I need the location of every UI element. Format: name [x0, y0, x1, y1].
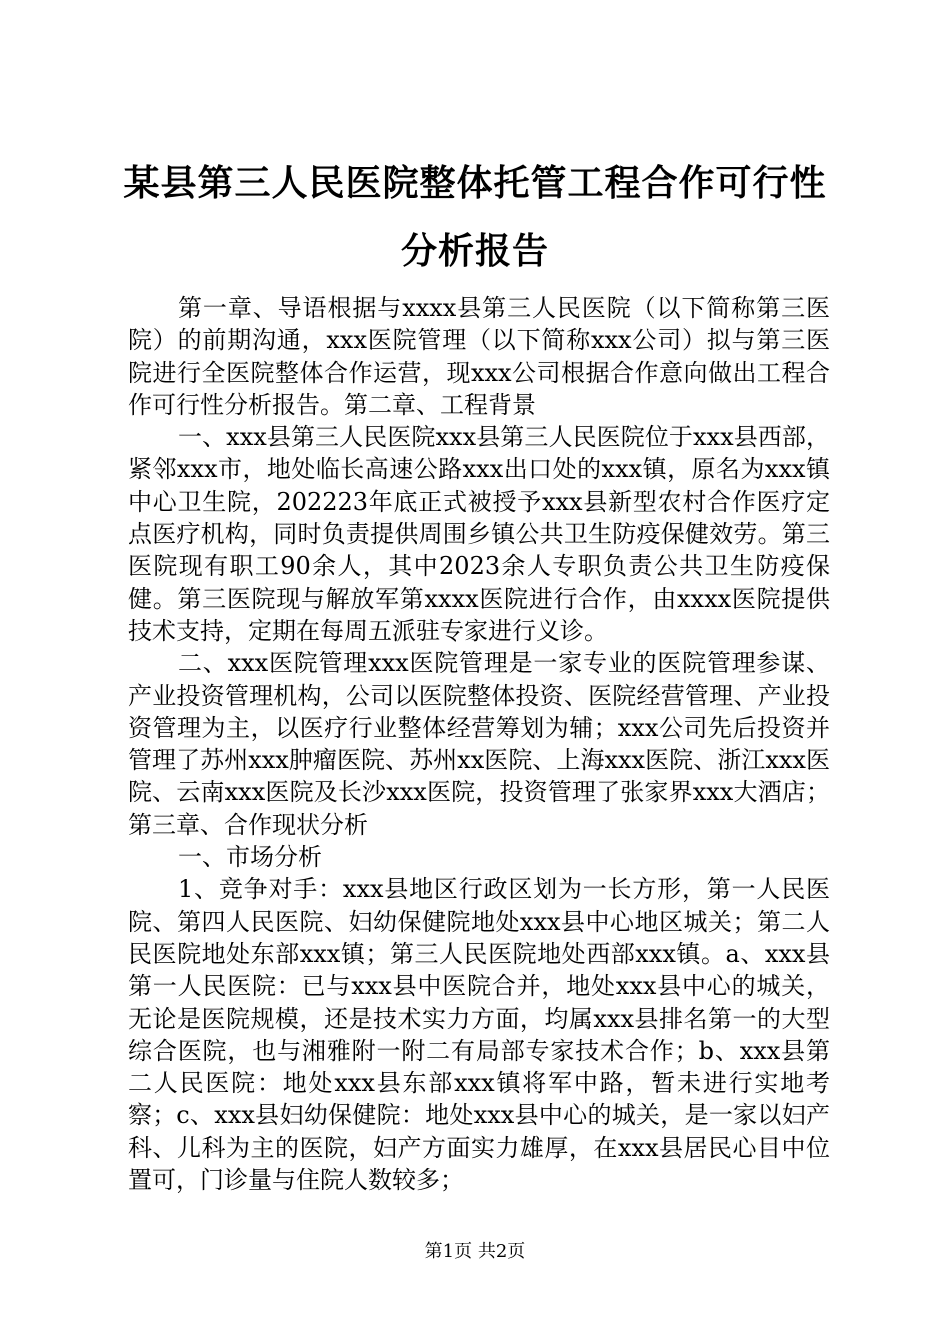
paragraph-company-background: 二、xxx医院管理xxx医院管理是一家专业的医院管理参谋、产业投资管理机构，公司以医院整体投资、医院经营管理、产业投资管理为主，以医疗行业整体经营筹划为辅；xxx公司先后投资并管理了苏州xxx肿瘤医院、苏州xx医院、上海xxx医院、浙江xxx医院、云南xxx医院及长沙xxx医院，投资管理了张家界xxx大酒店；第三章、合作现状分析 — [128, 649, 830, 839]
page-number-footer: 第1页 共2页 — [424, 1241, 526, 1262]
paragraph-competitors: 1、竞争对手：xxx县地区行政区划为一长方形，第一人民医院、第四人民医院、妇幼保健院地处xxx县中心地区城关；第二人民医院地处东部xxx镇；第三人民医院地处西部xxx镇。a、xxx县第一人民医院：已与xxx县中医院合并，地处xxx县中心的城关，无论是医院规模，还是技术实力方面，均属xxx县排名第一的大型综合医院，也与湘雅附一附二有局部专家技术合作；b、xxx县第二人民医院：地处xxx县东部xxx镇将军中路，暂未进行实地考察；c、xxx县妇幼保健院：地处xxx县中心的城关，是一家以妇产科、儿科为主的医院，妇产方面实力雄厚，在xxx县居民心目中位置可，门诊量与住院人数较多； — [128, 875, 830, 1195]
paragraph-intro: 第一章、导语根据与xxxx县第三人民医院（以下简称第三医院）的前期沟通，xxx医院管理（以下简称xxx公司）拟与第三医院进行全医院整体合作运营，现xxx公司根据合作意向做出工程合作可行性分析报告。第二章、工程背景 — [128, 294, 830, 419]
paragraph-hospital-background: 一、xxx县第三人民医院xxx县第三人民医院位于xxx县西部，紧邻xxx市，地处临长高速公路xxx出口处的xxx镇，原名为xxx镇中心卫生院，202223年底正式被授予xxx县新型农村合作医疗定点医疗机构，同时负责提供周围乡镇公共卫生防疫保健效劳。第三医院现有职工90余人，其中2023余人专职负责公共卫生防疫保健。第三医院现与解放军第xxxx医院进行合作，由xxxx医院提供技术支持，定期在每周五派驻专家进行义诊。 — [128, 423, 830, 645]
document-title: 某县第三人民医院整体托管工程合作可行性分析报告 — [123, 163, 827, 272]
document-body — [128, 292, 830, 1196]
paragraph-market-heading: 一、市场分析 — [178, 843, 322, 872]
